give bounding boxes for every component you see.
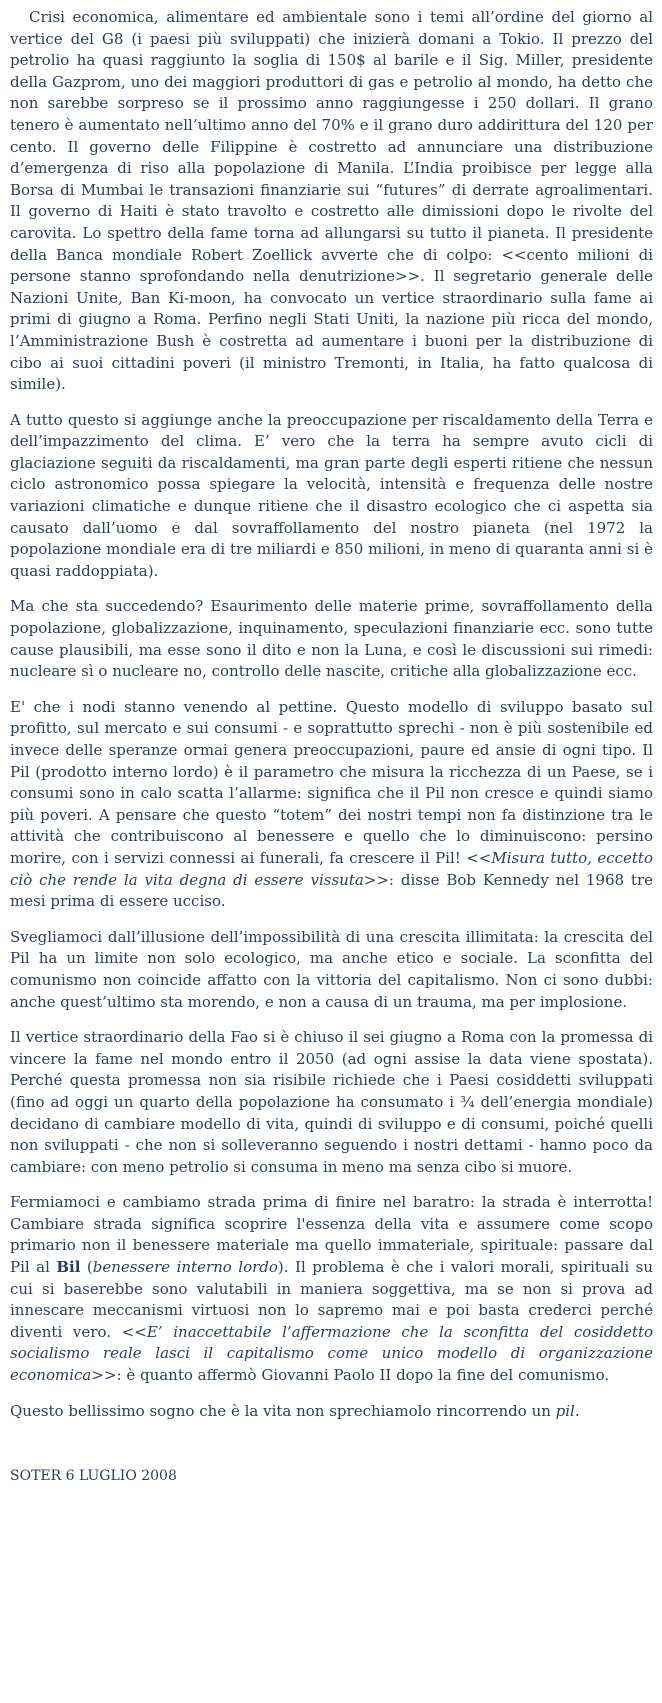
paragraph-7-text-b: ( xyxy=(80,1258,93,1277)
signature: SOTER 6 LUGLIO 2008 xyxy=(10,1468,177,1485)
papal-quote: E’ inaccettabile l’affermazione che la sconfitta del cosiddetto socialismo reale lasci il capitalismo come unico modello di organizzazione economica xyxy=(10,1322,654,1385)
paragraph-7-text-a: Fermiamoci e cambiamo strada prima di finire nel baratro: la strada è interrotta! Cambiare strada significa scoprire l'essenza della vita e assumere come scopo primario non il benessere materiale ma quello immateriale, spirituale: passare dal Pil al xyxy=(10,1193,653,1277)
paragraph-7-text-c: ). Il problema è che i valori morali, spirituali su cui si baserebbe sono valutabili in maniera soggettiva, ma se non si prova ad innescare meccanismi virtuosi non lo sapremo mai e poi basta crederci perché diventi vero. << xyxy=(10,1258,653,1341)
paragraph-7 xyxy=(10,1192,653,1386)
paragraph-6: Il vertice straordinario della Fao si è chiuso il sei giugno a Roma con la promessa di vincere la fame nel mondo entro il 2050 (ad ogni assise la data viene spostata). Perché questa promessa non sia risibile richiede che i Paesi cosiddetti sviluppati (fino ad oggi un quarto della popolazione ha consumato i ¾ dell’energia mondiale) decidano di cambiare modello di vita, quindi di sviluppo e di consumi, poiché quelli non sviluppati - che non si solleveranno seguendo i nostri dettami - hanno poco da cambiare: con meno petrolio si consuma in meno ma senza cibo si muore. xyxy=(10,1028,653,1176)
paragraph-4 xyxy=(10,697,653,913)
kennedy-quote: Misura tutto, eccetto ciò che rende la vita degna di essere vissuta xyxy=(10,848,653,889)
paragraph-4-text: E' che i nodi stanno venendo al pettine. Questo modello di sviluppo basato sul profitto, sul mercato e sui consumi - e soprattutto sprechi - non è più sostenibile ed invece delle speranze ormai genera preoccupazioni, paure ed ansie di ogni tipo. Il Pil (prodotto interno lordo) è il parametro che misura la ricchezza di un Paese, se i consumi sono in calo scatta l’allarme: significa che il Pil non cresce e quindi siamo più poveri. A pensare che questo “totem” dei nostri tempi non fa distinzione tra le attività che contribuiscono al benessere e quello che lo diminuiscono: persino morire, con i servizi connessi ai funerali, fa crescere il Pil! << xyxy=(10,697,653,867)
paragraph-7-end: >>: è quanto affermò Giovanni Paolo II dopo la fine del comunismo. xyxy=(91,1366,610,1385)
bil-definition: benessere interno lordo xyxy=(92,1258,278,1277)
paragraph-8-text: Questo bellissimo sogno che è la vita non sprechiamolo rincorrendo un xyxy=(10,1401,556,1420)
paragraph-3: Ma che sta succedendo? Esaurimento delle materie prime, sovraffollamento della popolazione, globalizzazione, inquinamento, speculazioni finanziarie ecc. sono tutte cause plausibili, ma esse sono il dito e non la Luna, e così le discussioni sui rimedi: nucleare sì o nucleare no, controllo delle nascite, critiche alla globalizzazione ecc. xyxy=(10,597,653,681)
paragraph-8 xyxy=(10,1401,653,1423)
pil-term: pil xyxy=(555,1401,575,1420)
paragraph-5: Svegliamoci dall’illusione dell’impossibilità di una crescita illimitata: la crescita del Pil ha un limite non solo ecologico, ma anche etico e sociale. La sconfitta del comunismo non coincide affatto con la vittoria del capitalismo. Non ci sono dubbi: anche quest’ultimo sta morendo, e non a causa di un trauma, ma per implosione. xyxy=(10,927,653,1011)
paragraph-4-end: >>: disse Bob Kennedy nel 1968 tre mesi prima di essere ucciso. xyxy=(10,870,654,911)
paragraph-2: A tutto questo si aggiunge anche la preoccupazione per riscaldamento della Terra e dell’impazzimento del clima. E’ vero che la terra ha sempre avuto cicli di glaciazione seguiti da riscaldamenti, ma gran parte degli esperti ritiene che nessun ciclo astronomico possa spiegare la velocità, intensità e frequenza delle nostre variazioni climatiche e dunque ritiene che il disastro ecologico che ci aspetta sia causato dall’uomo e dal sovraffollamento del nostro pianeta (nel 1972 la popolazione mondiale era di tre miliardi e 850 milioni, in meno di quaranta anni si è quasi raddoppiata). xyxy=(10,410,653,580)
article xyxy=(10,7,653,1502)
paragraph-8-end: . xyxy=(574,1401,580,1420)
bil-term: Bil xyxy=(56,1258,81,1277)
paragraph-1: Crisi economica, alimentare ed ambientale sono i temi all’ordine del giorno al vertice del G8 (i paesi più sviluppati) che inizierà domani a Tokio. Il prezzo del petrolio ha quasi raggiunto la soglia di 150$ al barile e il Sig. Miller, presidente della Gazprom, uno dei maggiori produttori di gas e petrolio al mondo, ha detto che non sarebbe sorpreso se il prossimo anno raggiungesse i 250 dollari. Il grano tenero è aumentato nell’ultimo anno del 70% e il grano duro addirittura del 120 per cento. Il governo delle Filippine è costretto ad annunciare una distribuzione d’emergenza di riso alla popolazione di Manila. L’India proibisce per legge alla Borsa di Mumbai le transazioni finanziarie sui “futures” di derrate agroalimentari. Il governo di Haiti è stato travolto e costretto alle dimissioni dopo le rivolte del carovita. Lo spettro della fame torna ad allungarsi su tutto il pianeta. Il presidente della Banca mondiale Robert Zoellick avverte che di colpo: <<cento milioni di persone stanno sprofondando nella denutrizione>>. Il segretario generale delle Nazioni Unite, Ban Ki-moon, ha convocato un vertice straordinario sulla fame ai primi di giugno a Roma. Perfino negli Stati Uniti, la nazione più ricca del mondo, l’Amministrazione Bush è costretta ad aumentare i buoni per la distribuzione di cibo ai suoi cittadini poveri (il ministro Tremonti, in Italia, ha fatto qualcosa di simile). xyxy=(10,8,653,394)
